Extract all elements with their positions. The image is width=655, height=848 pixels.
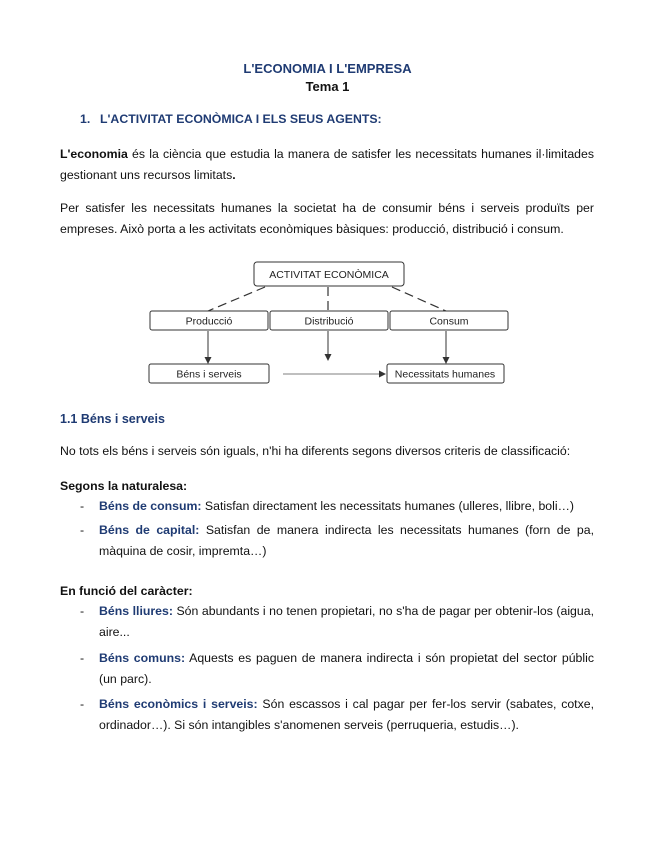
box-bens-serveis: [149, 364, 269, 383]
box-activitat-economica: [254, 262, 404, 286]
section-1-1-heading: 1.1 Béns i serveis: [60, 412, 165, 426]
term-bens-comuns: Béns comuns:: [99, 651, 186, 665]
document-subtitle: Tema 1: [305, 79, 350, 94]
section-1-title: L'ACTIVITAT ECONÒMICA I ELS SEUS AGENTS:: [100, 112, 382, 126]
desc-bens-comuns: Aquests es paguen de manera indirecta i són propietat del sector públic (un parc).: [99, 651, 595, 686]
label-bens-serveis: Béns i serveis: [176, 368, 242, 381]
group-naturalesa-heading: Segons la naturalesa:: [60, 479, 188, 493]
term-bens-consum: Béns de consum:: [99, 499, 202, 513]
list-bullet: -: [80, 523, 85, 537]
activities-paragraph: Per satisfer les necessitats humanes la societat ha de consumir béns i serveis produïts per empreses. Això porta a les activitats econòmiques bàsiques: producció, distribució i consum.: [60, 201, 594, 236]
group-caracter-heading: En funció del caràcter:: [60, 584, 193, 598]
box-consum: [390, 311, 508, 330]
economy-definition-text: és la ciència que estudia la manera de satisfer les necessitats humanes il·limitades gestionant uns recursos limitats: [60, 147, 594, 182]
classification-intro-paragraph: No tots els béns i serveis són iguals, n'hi ha diferents segons diversos criteris de classificació:: [60, 444, 571, 458]
desc-bens-capital: Satisfan de manera indirecta les necessitats humanes (forn de pa, màquina de cosir, impremta…): [99, 523, 594, 558]
economy-definition-end: .: [232, 168, 236, 182]
list-item-bens-capital: [80, 520, 594, 562]
term-bens-economics: Béns econòmics i serveis:: [99, 697, 258, 711]
list-item-bens-comuns: [80, 648, 594, 690]
document-title: L'ECONOMIA I L'EMPRESA: [243, 61, 412, 76]
list-item-bens-consum: [80, 496, 594, 517]
economy-term: L'economia: [60, 147, 128, 161]
label-necessitats-humanes: Necessitats humanes: [394, 368, 496, 381]
term-bens-capital: Béns de capital:: [99, 523, 200, 537]
label-produccio: Producció: [185, 315, 233, 328]
list-item-bens-economics: [80, 694, 594, 736]
box-distribucio: [270, 311, 388, 330]
box-necessitats-humanes: [387, 364, 504, 383]
list-bullet: -: [80, 697, 85, 711]
desc-bens-economics: Són escassos i cal pagar per fer-los servir (sabates, cotxe, ordinador…). Si són intangibles s'anomenen serveis (perruqueria, estudis…).: [99, 697, 594, 732]
desc-bens-lliures: Són abundants i no tenen propietari, no s'ha de pagar per obtenir-los (aigua, aire...: [99, 604, 594, 639]
list-item-bens-lliures: [80, 601, 594, 643]
section-1-number: 1.: [80, 112, 91, 126]
label-distribucio: Distribució: [304, 315, 354, 328]
list-bullet: -: [80, 651, 85, 665]
label-activitat-economica: ACTIVITAT ECONÒMICA: [269, 269, 389, 281]
list-bullet: -: [80, 604, 85, 618]
box-produccio: [150, 311, 268, 330]
term-bens-lliures: Béns lliures:: [99, 604, 173, 618]
label-consum: Consum: [429, 315, 469, 328]
desc-bens-consum: Satisfan directament les necessitats humanes (ulleres, llibre, boli…): [201, 499, 574, 513]
list-bullet: -: [80, 499, 85, 513]
